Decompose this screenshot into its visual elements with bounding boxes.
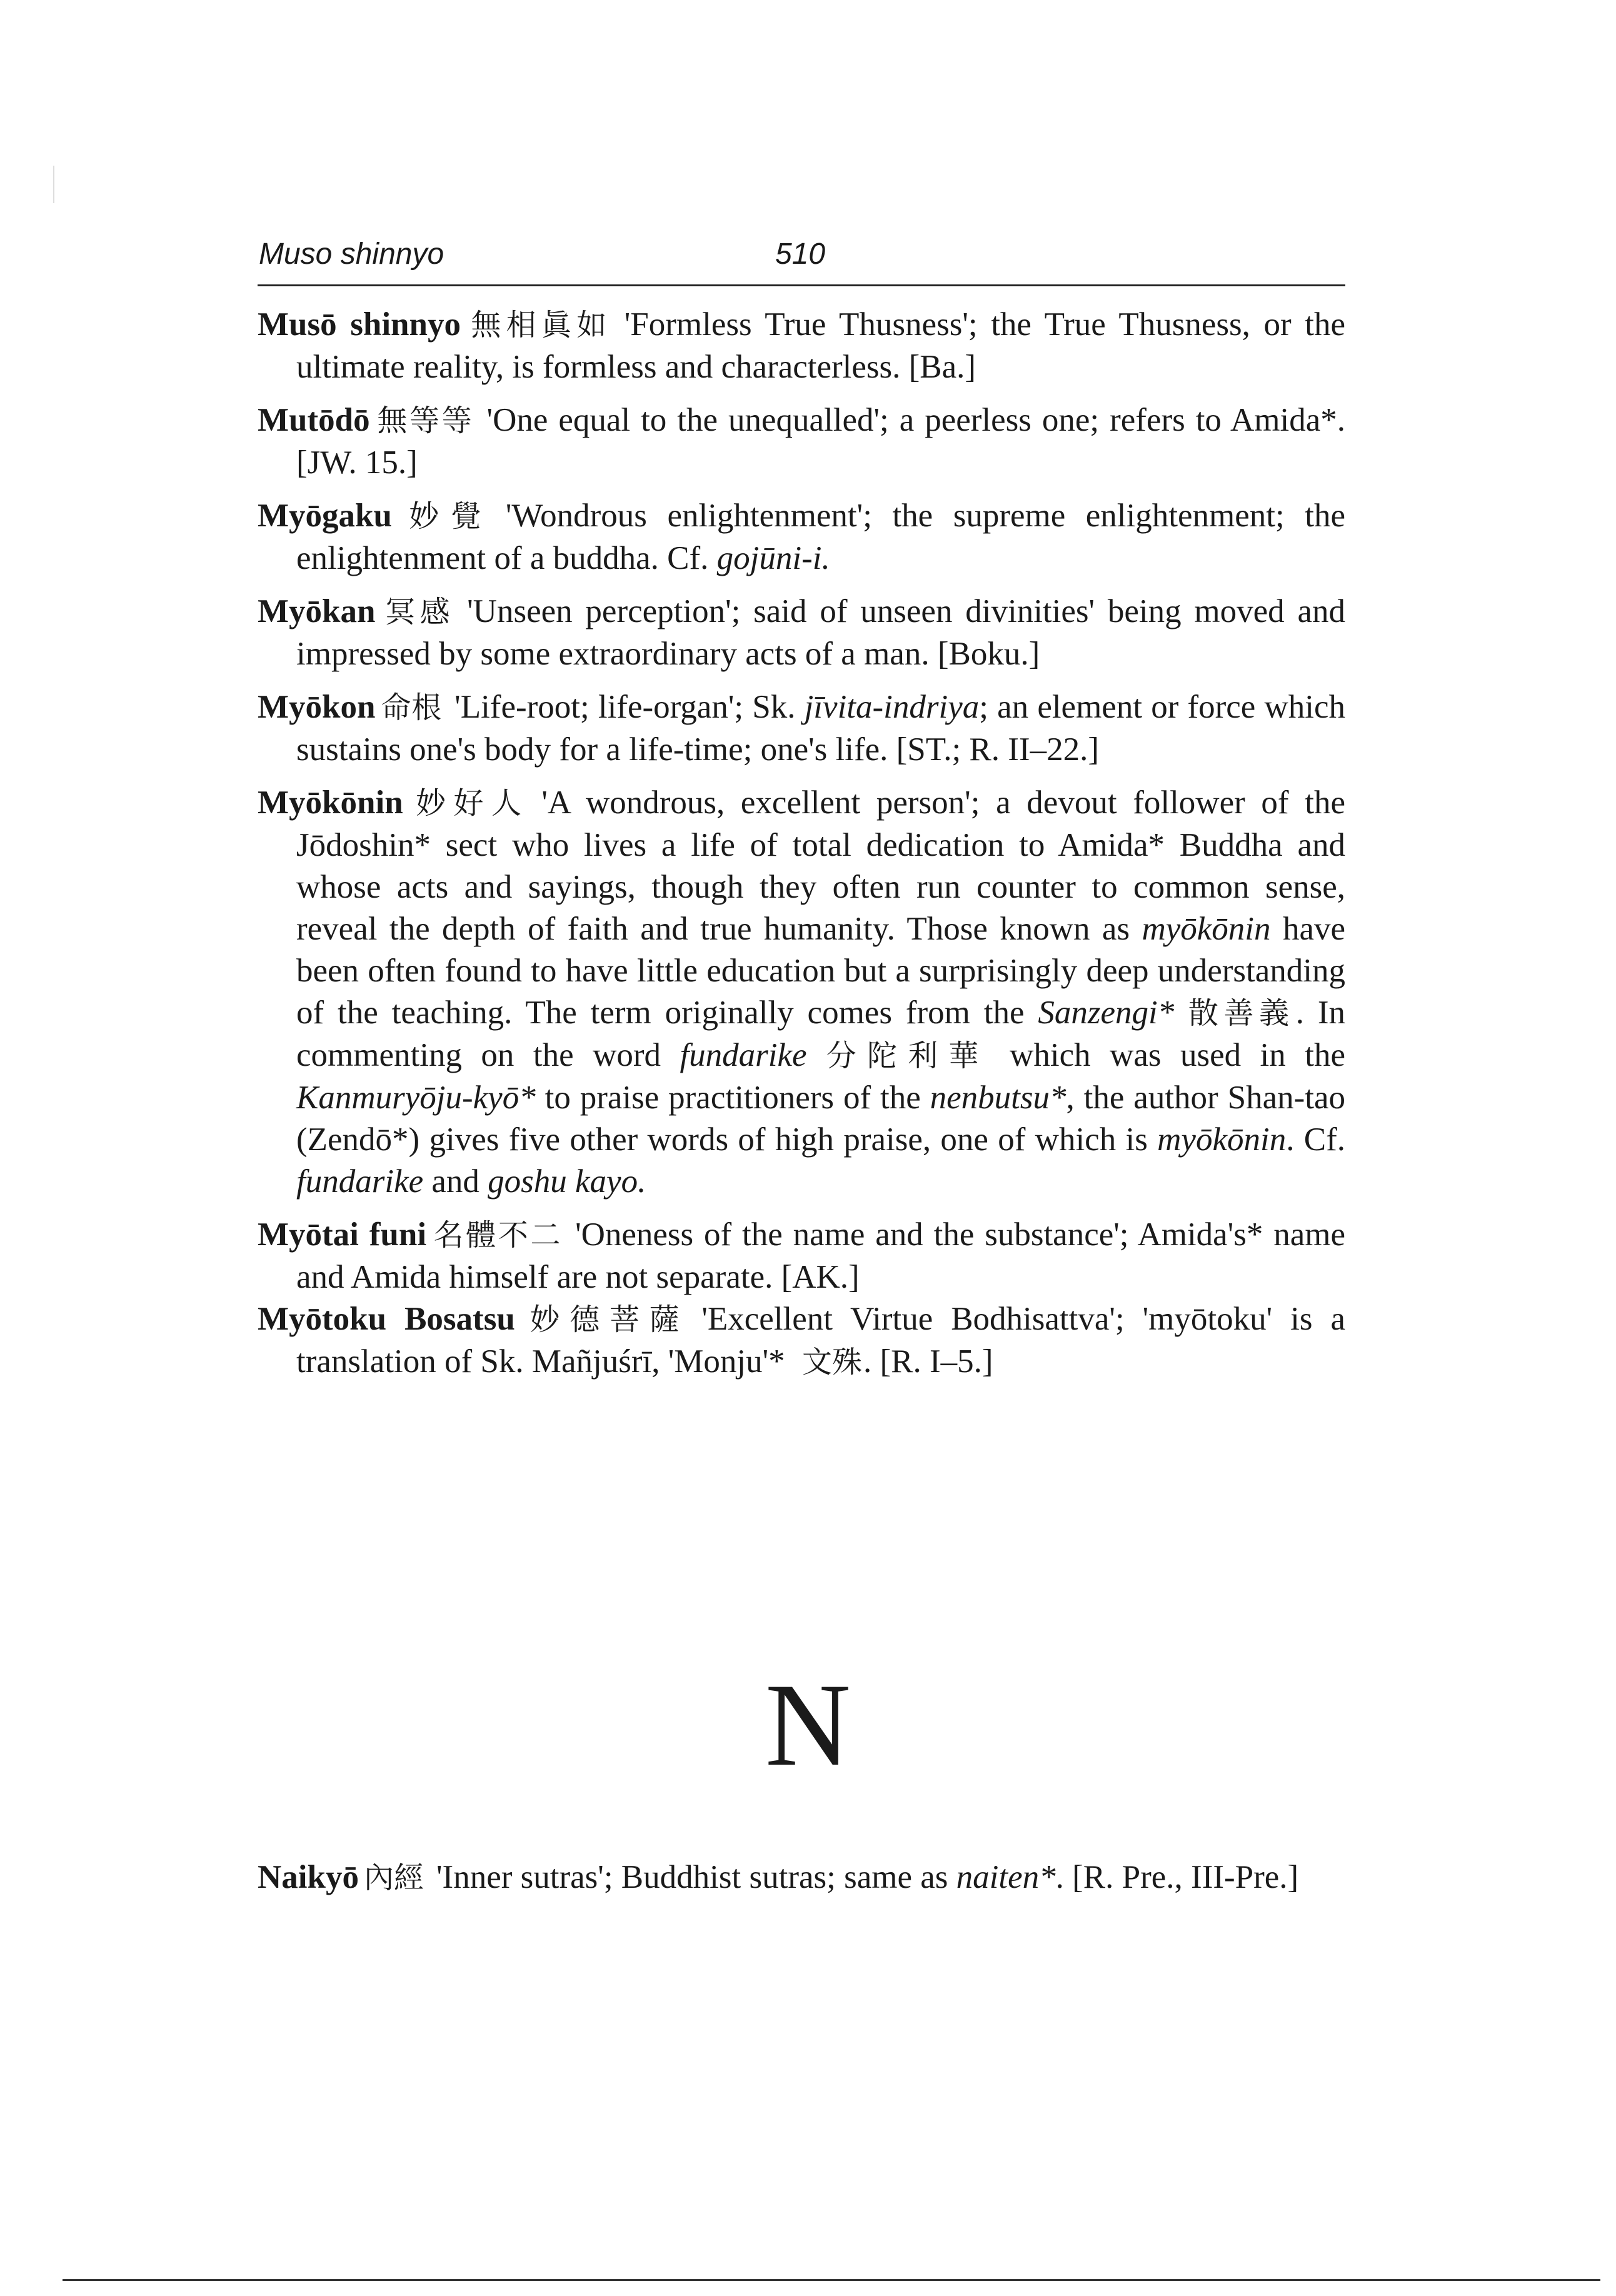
entry-text: ; an element or force which sustains one's body for a life-time; one's life. [ST.; R. II–22.] [296, 689, 1345, 768]
entry-headword: Myōtai funi [258, 1216, 427, 1253]
dictionary-entry [258, 782, 1345, 1203]
entry-text: . Cf. [1286, 1121, 1346, 1158]
entry-kanji: 妙覺 [396, 499, 493, 534]
entry-text: 'A wondrous, excellent person'; a devout follower of the Jōdoshin* sect who lives a life of total dedication to Amida* Buddha and whose acts and sayings, though they often run counter to common sense, reveal the depth of faith and true humanity. Those known as [296, 785, 1345, 947]
entry-italic-term: Kanmuryōju-kyō* [296, 1080, 536, 1116]
entry-italic-term: fundarike [296, 1163, 424, 1200]
entry-text: which was used in the [990, 1037, 1345, 1073]
entry-headword: Myōtoku Bosatsu [258, 1301, 515, 1337]
entry-headword: Musō shinnyo [258, 306, 461, 343]
entry-text: 'Wondrous enlightenment'; the supreme enlightenment; the enlightenment of a buddha. Cf. [296, 498, 1345, 576]
entry-text: 'Life-root; life-organ'; Sk. [454, 689, 805, 725]
entry-italic-term: fundarike [680, 1037, 807, 1073]
entry-text: , the author Shan-tao (Zendō*) gives five other words of high praise, one of which is [296, 1080, 1345, 1158]
entry-text: to praise practitioners of the [535, 1080, 930, 1116]
running-header [258, 233, 1345, 276]
entry-kanji-inline: 分陀利華 [815, 1038, 990, 1073]
entry-text: . [R. I–5.] [863, 1343, 993, 1380]
entry-kanji: 無等等 [374, 403, 474, 438]
dictionary-entry [258, 591, 1345, 675]
entry-italic-term: myōkōnin [1142, 911, 1271, 947]
dictionary-entry [258, 1298, 1345, 1383]
entry-kanji: 無相眞如 [466, 308, 612, 343]
entry-text: 'Excellent Virtue Bodhisattva'; 'myōtoku' is a translation of Sk. Mañjuśrī, 'Monju'* [296, 1301, 1345, 1380]
dictionary-entry [258, 1857, 1345, 1899]
entry-italic-term: nenbutsu* [930, 1080, 1066, 1116]
entry-text: 'Unseen perception'; said of unseen divinities' being moved and impressed by some extraordinary acts of a man. [Boku.] [296, 593, 1345, 672]
dictionary-entry [258, 399, 1345, 484]
entry-kanji-inline: 文殊 [801, 1345, 862, 1380]
entry-kanji: 冥感 [380, 594, 455, 629]
entry-headword: Myōkan [258, 593, 376, 629]
dictionary-entry [258, 1214, 1345, 1298]
entry-kanji: 內經 [363, 1860, 424, 1895]
entry-text: . [R. Pre., III-Pre.] [1055, 1859, 1299, 1895]
entry-headword: Myōgaku [258, 498, 392, 534]
entry-kanji: 命根 [380, 690, 443, 725]
entry-kanji: 妙德菩薩 [519, 1302, 690, 1337]
entry-text: . In commenting on the word [296, 995, 1345, 1073]
entry-kanji-inline: 散善義 [1183, 996, 1295, 1031]
entry-kanji: 妙好人 [408, 786, 529, 821]
header-title: Muso shinnyo [259, 238, 444, 271]
entry-kanji: 名體不二 [431, 1218, 563, 1253]
dictionary-entry [258, 304, 1345, 388]
header-rule [258, 284, 1345, 286]
entry-italic-term: myōkōnin [1157, 1121, 1287, 1158]
entry-text: 'One equal to the unequalled'; a peerless one; refers to Amida*. [JW. 15.] [296, 402, 1345, 481]
entries-m [258, 304, 1345, 1383]
entry-italic-term: gojūni-i. [716, 540, 830, 576]
entry-text: 'Inner sutras'; Buddhist sutras; same as [436, 1859, 956, 1895]
entry-headword: Naikyō [258, 1859, 359, 1895]
entry-text: 'Formless True Thusness'; the True Thusness, or the ultimate reality, is formless and characterless. [Ba.] [296, 306, 1345, 385]
section-letter: N [765, 1660, 851, 1791]
entry-headword: Myōkōnin [258, 785, 403, 821]
entry-italic-term: jīvita-indriya [804, 689, 980, 725]
entry-italic-term: goshu kayo. [488, 1163, 646, 1200]
entry-italic-term: naiten* [956, 1859, 1056, 1895]
scan-mark [53, 166, 54, 203]
page-number: 510 [775, 238, 826, 271]
entry-text: have been often found to have little education but a surprisingly deep understanding of the teaching. The term originally comes from the [296, 911, 1345, 1031]
dictionary-entry [258, 686, 1345, 771]
footer-rule [63, 2279, 1600, 2281]
dictionary-entry [258, 495, 1345, 579]
entry-headword: Myōkon [258, 689, 376, 725]
entry-headword: Mutōdō [258, 402, 370, 438]
entry-text: 'Oneness of the name and the substance'; Amida's* name and Amida himself are not separate. [AK.] [296, 1216, 1345, 1295]
entries-n [258, 1857, 1345, 1910]
entry-text: and [423, 1163, 488, 1200]
entry-italic-term: Sanzengi* [1038, 995, 1175, 1031]
